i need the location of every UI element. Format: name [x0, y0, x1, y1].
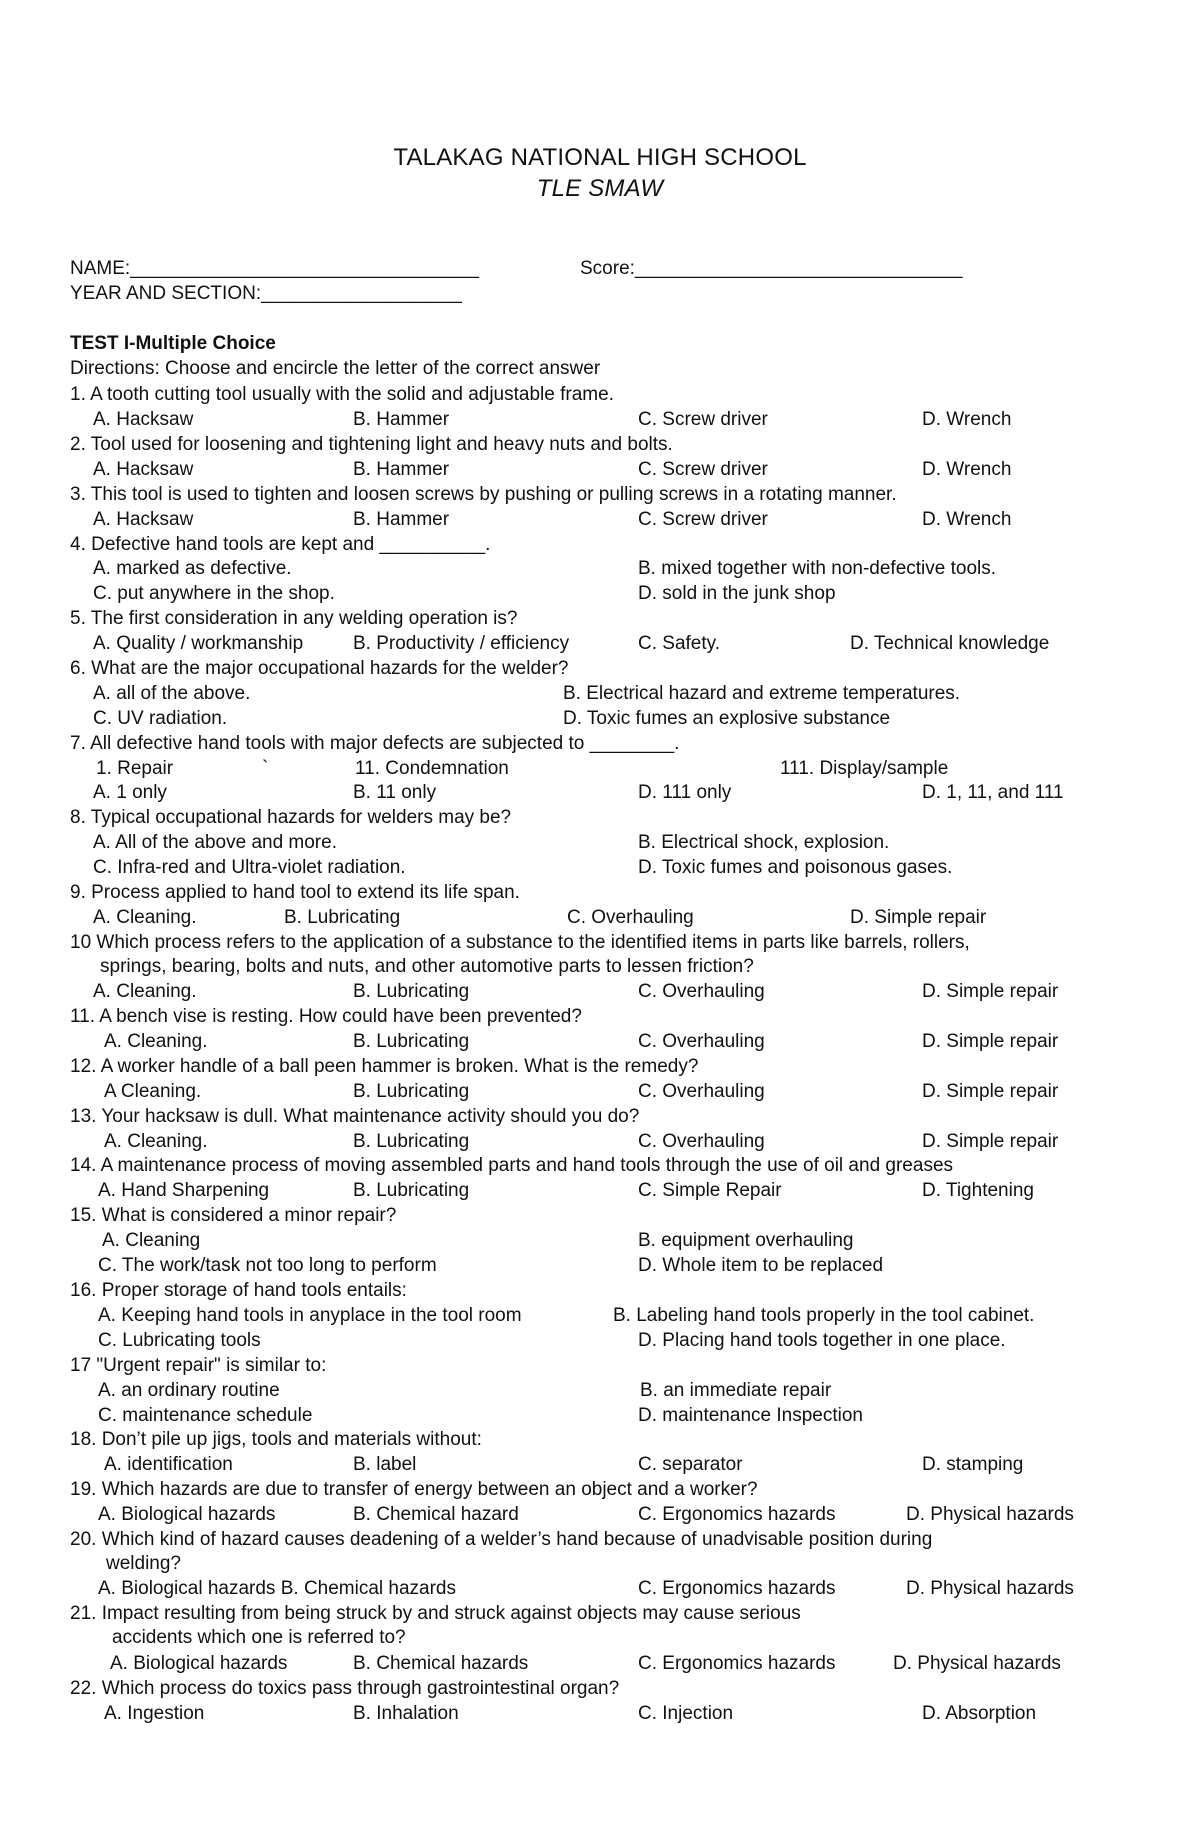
answer-option: D. Simple repair	[922, 1031, 1059, 1052]
answer-option: C. UV radiation.	[93, 708, 228, 729]
answer-option: A. Hacksaw	[93, 459, 194, 480]
answer-option: B. Chemical hazard	[353, 1504, 519, 1525]
answer-option: D. Wrench	[922, 409, 1012, 430]
test-title: TEST I-Multiple Choice	[70, 333, 276, 354]
question-text: 15. What is considered a minor repair?	[70, 1205, 397, 1226]
answer-option: A. identification	[104, 1454, 233, 1475]
question-text: 9. Process applied to hand tool to extend its life span.	[70, 882, 520, 903]
answer-option: B. Chemical hazards	[353, 1653, 529, 1674]
question-text: accidents which one is referred to?	[112, 1627, 406, 1648]
question-text: 6. What are the major occupational hazards for the welder?	[70, 658, 569, 679]
answer-option: C. Simple Repair	[638, 1180, 782, 1201]
question-text: 12. A worker handle of a ball peen hammer is broken. What is the remedy?	[70, 1056, 699, 1077]
question-text: 21. Impact resulting from being struck by and struck against objects may cause serious	[70, 1603, 801, 1624]
answer-option: D. Simple repair	[922, 981, 1059, 1002]
answer-option: A. Biological hazards B. Chemical hazards	[98, 1578, 457, 1599]
answer-option: D. Whole item to be replaced	[638, 1255, 884, 1276]
answer-option: A Cleaning.	[104, 1081, 202, 1102]
answer-option: B. mixed together with non-defective tools.	[638, 558, 997, 579]
answer-option: B. Lubricating	[353, 1180, 470, 1201]
answer-option: D. Tightening	[922, 1180, 1034, 1201]
answer-option: B. Inhalation	[353, 1703, 459, 1724]
answer-option: 111. Display/sample	[780, 758, 949, 779]
answer-option: D. Absorption	[922, 1703, 1037, 1724]
question-text: 16. Proper storage of hand tools entails:	[70, 1280, 407, 1301]
answer-option: D. Simple repair	[922, 1081, 1059, 1102]
answer-option: A. Cleaning.	[104, 1031, 208, 1052]
question-text: 3. This tool is used to tighten and loosen screws by pushing or pulling screws in a rotating manner.	[70, 484, 897, 505]
answer-option: C. Overhauling	[638, 1131, 765, 1152]
question-text: 13. Your hacksaw is dull. What maintenance activity should you do?	[70, 1106, 640, 1127]
answer-option: C. Safety.	[638, 633, 721, 654]
answer-option: B. label	[353, 1454, 417, 1475]
answer-option: A. Hacksaw	[93, 409, 194, 430]
name-field: NAME:_________________________________	[70, 258, 479, 279]
answer-option: D. Physical hazards	[906, 1504, 1074, 1525]
question-text: 19. Which hazards are due to transfer of energy between an object and a worker?	[70, 1479, 758, 1500]
question-text: 2. Tool used for loosening and tightening light and heavy nuts and bolts.	[70, 434, 673, 455]
answer-option: C. put anywhere in the shop.	[93, 583, 335, 604]
answer-option: D. maintenance Inspection	[638, 1405, 863, 1426]
year-section-field: YEAR AND SECTION:___________________	[70, 283, 462, 304]
answer-option: B. Lubricating	[284, 907, 401, 928]
answer-option: D. sold in the junk shop	[638, 583, 836, 604]
answer-option: D. 111 only	[638, 782, 732, 803]
answer-option: A. an ordinary routine	[98, 1380, 280, 1401]
answer-option: C. The work/task not too long to perform	[98, 1255, 437, 1276]
subject-title: TLE SMAW	[536, 175, 664, 202]
answer-option: `	[262, 758, 269, 779]
answer-option: C. Ergonomics hazards	[638, 1504, 836, 1525]
question-text: 20. Which kind of hazard causes deadening of a welder’s hand because of unadvisable position during	[70, 1529, 933, 1550]
answer-option: C. Overhauling	[567, 907, 694, 928]
question-text: 4. Defective hand tools are kept and __________.	[70, 534, 491, 555]
question-text: 17 "Urgent repair" is similar to:	[70, 1355, 327, 1376]
answer-option: A. marked as defective.	[93, 558, 292, 579]
question-text: springs, bearing, bolts and nuts, and other automotive parts to lessen friction?	[100, 956, 754, 977]
question-text: 7. All defective hand tools with major defects are subjected to ________.	[70, 733, 680, 754]
answer-option: B. Electrical shock, explosion.	[638, 832, 890, 853]
answer-option: D. Wrench	[922, 509, 1012, 530]
answer-option: C. Overhauling	[638, 1081, 765, 1102]
answer-option: B. 11 only	[353, 782, 437, 803]
answer-option: D. Wrench	[922, 459, 1012, 480]
answer-option: B. Lubricating	[353, 1131, 470, 1152]
answer-option: C. Infra-red and Ultra-violet radiation.	[93, 857, 406, 878]
answer-option: D. Simple repair	[922, 1131, 1059, 1152]
answer-option: A. Hand Sharpening	[98, 1180, 270, 1201]
question-text: 18. Don’t pile up jigs, tools and materials without:	[70, 1429, 482, 1450]
question-text: 8. Typical occupational hazards for welders may be?	[70, 807, 512, 828]
answer-option: A. Cleaning.	[93, 907, 197, 928]
question-text: welding?	[106, 1553, 181, 1574]
school-name: TALAKAG NATIONAL HIGH SCHOOL	[393, 144, 807, 171]
answer-option: A. Cleaning.	[104, 1131, 208, 1152]
answer-option: C. Overhauling	[638, 1031, 765, 1052]
answer-option: B. Lubricating	[353, 981, 470, 1002]
question-text: 11. A bench vise is resting. How could have been prevented?	[70, 1006, 582, 1027]
question-text: 1. A tooth cutting tool usually with the solid and adjustable frame.	[70, 384, 614, 405]
question-text: 5. The first consideration in any welding operation is?	[70, 608, 518, 629]
answer-option: 1. Repair	[96, 758, 174, 779]
answer-option: C. separator	[638, 1454, 743, 1475]
answer-option: B. Productivity / efficiency	[353, 633, 570, 654]
answer-option: C. Overhauling	[638, 981, 765, 1002]
answer-option: B. Hammer	[353, 459, 450, 480]
answer-option: B. Electrical hazard and extreme temperatures.	[563, 683, 961, 704]
answer-option: A. Biological hazards	[98, 1504, 276, 1525]
answer-option: A. Biological hazards	[110, 1653, 288, 1674]
answer-option: A. Quality / workmanship	[93, 633, 304, 654]
score-field: Score:_______________________________	[580, 258, 963, 279]
answer-option: D. stamping	[922, 1454, 1024, 1475]
answer-option: B. Hammer	[353, 509, 450, 530]
answer-option: B. equipment overhauling	[638, 1230, 854, 1251]
answer-option: A. Cleaning	[102, 1230, 201, 1251]
answer-option: B. an immediate repair	[640, 1380, 832, 1401]
answer-option: B. Lubricating	[353, 1031, 470, 1052]
answer-option: C. Screw driver	[638, 409, 768, 430]
answer-option: D. Physical hazards	[906, 1578, 1074, 1599]
answer-option: D. Toxic fumes and poisonous gases.	[638, 857, 953, 878]
answer-option: A. All of the above and more.	[93, 832, 337, 853]
answer-option: C. Ergonomics hazards	[638, 1578, 836, 1599]
answer-option: C. Screw driver	[638, 509, 768, 530]
answer-option: D. 1, 11, and 111	[922, 782, 1064, 803]
answer-option: D. Toxic fumes an explosive substance	[563, 708, 891, 729]
answer-option: C. maintenance schedule	[98, 1405, 313, 1426]
answer-option: D. Physical hazards	[893, 1653, 1061, 1674]
answer-option: A. Hacksaw	[93, 509, 194, 530]
answer-option: A. Ingestion	[104, 1703, 205, 1724]
answer-option: C. Injection	[638, 1703, 734, 1724]
question-text: 14. A maintenance process of moving assembled parts and hand tools through the use of oil and greases	[70, 1155, 954, 1176]
answer-option: B. Lubricating	[353, 1081, 470, 1102]
answer-option: C. Ergonomics hazards	[638, 1653, 836, 1674]
answer-option: D. Simple repair	[850, 907, 987, 928]
answer-option: A. Keeping hand tools in anyplace in the tool room	[98, 1305, 522, 1326]
directions: Directions: Choose and encircle the letter of the correct answer	[70, 358, 601, 379]
answer-option: A. all of the above.	[93, 683, 251, 704]
question-text: 22. Which process do toxics pass through gastrointestinal organ?	[70, 1678, 620, 1699]
answer-option: D. Placing hand tools together in one place.	[638, 1330, 1006, 1351]
answer-option: B. Hammer	[353, 409, 450, 430]
question-text: 10 Which process refers to the application of a substance to the identified items in parts like barrels, rollers,	[70, 932, 970, 953]
answer-option: C. Lubricating tools	[98, 1330, 261, 1351]
answer-option: 11. Condemnation	[355, 758, 509, 779]
answer-option: A. Cleaning.	[93, 981, 197, 1002]
answer-option: D. Technical knowledge	[850, 633, 1050, 654]
answer-option: B. Labeling hand tools properly in the tool cabinet.	[613, 1305, 1035, 1326]
answer-option: C. Screw driver	[638, 459, 768, 480]
answer-option: A. 1 only	[93, 782, 167, 803]
